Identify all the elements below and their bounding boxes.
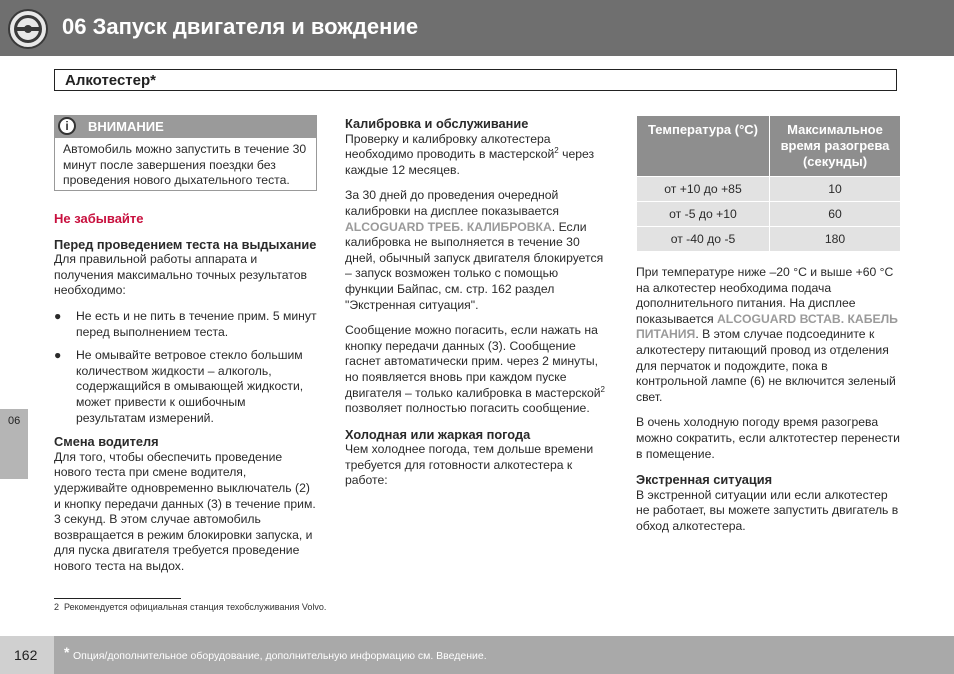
calibration-heading: Калибровка и обслуживание bbox=[345, 116, 529, 131]
footer-star: * bbox=[64, 644, 70, 660]
footer-note: Опция/дополнительное оборудование, дополнительную информацию см. Введение. bbox=[73, 650, 487, 662]
before-test-heading: Перед проведением теста на выдыхание bbox=[54, 236, 317, 252]
table-header-temperature: Температура (°C) bbox=[637, 116, 770, 177]
warmup-time-table bbox=[636, 115, 901, 252]
table-row: от -40 до -5 180 bbox=[637, 227, 901, 252]
info-icon: i bbox=[58, 117, 76, 135]
column-2 bbox=[345, 116, 610, 499]
emergency-heading: Экстренная ситуация bbox=[636, 472, 773, 488]
bullet-list bbox=[54, 309, 318, 426]
before-test-text: Для правильной работы аппарата и получения максимально точных результатов необходимо: bbox=[54, 252, 308, 298]
calibration-paragraph-3: Сообщение можно погасить, если нажать на кнопку передачи данных (3). Сообщение гаснет автоматически прим. через 2 минуты, но появляется вновь при каждом пуске двигателя – только калибровка в мастерской$^2$ позволяет полностью погасить сообщение. bbox=[345, 323, 605, 416]
warning-label: ВНИМАНИЕ bbox=[88, 119, 164, 134]
calibration-paragraph-2: За 30 дней до проведения очередной калибровки на дисплее показывается ALCOGUARD ТРЕБ. КАЛИБРОВКА. Если калибровка не выполняется в течение 30 дней, обычный запуск двигателя блокируется – запуск возможен только с помощью функции Байпас, см. стр. 162 раздел "Экстренная ситуация". bbox=[345, 188, 604, 312]
list-item: ● Не есть и не пить в течение прим. 5 минут перед выполнением теста. bbox=[54, 308, 317, 339]
chapter-title: 06 Запуск двигателя и вождение bbox=[62, 14, 419, 39]
weather-heading: Холодная или жаркая погода bbox=[345, 426, 531, 442]
page-header bbox=[0, 0, 954, 56]
emergency-text: В экстренной ситуации или если алкотестер не работает, вы можете запустить двигатель в обход алкотестера. bbox=[636, 487, 899, 533]
temperature-paragraph-1: При температуре ниже –20 °C и выше +60 °C на алкотестер необходима подача дополнительного питания. На дисплее показывается ALCOGUARD ВСТАВ. КАБЕЛЬ ПИТАНИЯ. В этом случае подсоедините к алкотестеру питающий провод из отделения для перчаток и подождите, пока в контрольной лампе (6) не включится зеленый свет. bbox=[636, 265, 898, 404]
column-3 bbox=[636, 265, 900, 545]
table-row: от +10 до +85 10 bbox=[637, 177, 901, 202]
steering-wheel-icon bbox=[8, 9, 48, 49]
weather-text: Чем холоднее погода, тем дольше времени требуется для готовности алкотестера к работе: bbox=[345, 442, 594, 488]
section-header bbox=[54, 69, 897, 91]
page-number-box bbox=[0, 636, 54, 674]
section-title: Алкотестер* bbox=[65, 72, 156, 89]
warning-text: Автомобиль можно запустить в течение 30 минут после завершения поездки без проведения нового дыхательного теста. bbox=[63, 142, 307, 188]
temperature-paragraph-2: В очень холодную погоду время разогрева можно сократить, если алктотестер перенести в помещение. bbox=[636, 415, 900, 461]
chapter-side-tab: 06 bbox=[0, 409, 28, 479]
driver-change-text: Для того, чтобы обеспечить проведение нового теста при смене водителя, удерживайте одновременно выключатель (2) и кнопку передачи данных (3) в течение прим. 3 секунд. В этом случае автомобиль возвращается в режим блокировки запуска, и для пуска двигателя требуется проведение нового теста на выдох. bbox=[54, 449, 316, 573]
list-item: ● Не омывайте ветровое стекло большим количеством жидкости – алкоголь, содержащийся в омывающей жидкости, может привести к ошибочным результатам измерений. bbox=[54, 348, 304, 425]
page-number: 162 bbox=[14, 647, 38, 663]
display-message: ALCOGUARD ВСТАВ. КАБЕЛЬ ПИТАНИЯ bbox=[636, 311, 898, 342]
dont-forget-heading: Не забывайте bbox=[54, 211, 144, 226]
footnote-divider bbox=[54, 598, 181, 599]
warning-box bbox=[54, 115, 317, 191]
display-message: ALCOGUARD ТРЕБ. КАЛИБРОВКА bbox=[345, 219, 552, 234]
calibration-paragraph-1: Проверку и калибровку алкотестера необходимо проводить в мастерской$^2$ через каждые 12 месяцев. bbox=[345, 131, 595, 177]
driver-change-heading: Смена водителя bbox=[54, 434, 159, 450]
footnote: 2 Рекомендуется официальная станция техобслуживания Volvo. bbox=[54, 602, 327, 612]
table-row: от -5 до +10 60 bbox=[637, 202, 901, 227]
page-footer bbox=[0, 636, 954, 674]
warning-header bbox=[55, 116, 316, 138]
table-header-time: Максимальное время разогрева (секунды) bbox=[770, 116, 901, 177]
column-1 bbox=[54, 211, 318, 584]
